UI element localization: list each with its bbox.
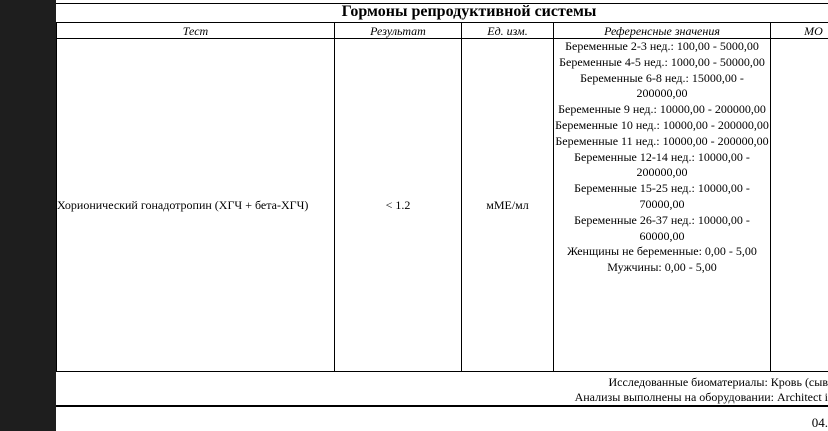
section-title: Гормоны репродуктивной системы xyxy=(341,3,597,20)
document-page xyxy=(56,0,828,431)
reference-line: Беременные 9 нед.: 10000,00 - 200000,00 xyxy=(558,102,766,117)
equipment-note: Анализы выполнены на оборудовании: Architect i xyxy=(574,390,828,404)
table-header-row xyxy=(57,23,828,39)
reference-line: Беременные 15-25 нед.: 10000,00 - 70000,00 xyxy=(574,181,750,211)
test-name: Хорионический гонадотропин (ХГЧ + бета-ХГЧ) xyxy=(57,39,335,372)
reference-line: Беременные 12-14 нед.: 10000,00 - 200000,00 xyxy=(574,149,750,180)
reference-line: Мужчины: 0,00 - 5,00 xyxy=(607,260,717,275)
results-table xyxy=(56,22,828,372)
biomaterials-note: Исследованные биоматериалы: Кровь (сыв xyxy=(608,375,828,389)
date-fragment: 04. xyxy=(811,415,828,430)
reference-line: Беременные 2-3 нед.: 100,00 - 5000,00 xyxy=(565,39,759,53)
reference-values xyxy=(554,39,771,372)
reference-line: Беременные 4-5 нед.: 1000,00 - 50000,00 xyxy=(559,54,765,69)
reference-line: Беременные 11 нед.: 10000,00 - 200000,00 xyxy=(555,133,769,148)
unit-value: мМЕ/мл xyxy=(462,39,554,372)
result-value: < 1.2 xyxy=(335,39,462,372)
reference-line: Беременные 6-8 нед.: 15000,00 - 200000,00 xyxy=(580,70,744,101)
table-row xyxy=(57,39,828,372)
header-test: Тест xyxy=(57,23,335,39)
viewer-left-bar xyxy=(0,0,56,431)
reference-line: Женщины не беременные: 0,00 - 5,00 xyxy=(567,244,757,259)
reference-line: Беременные 10 нед.: 10000,00 - 200000,00 xyxy=(555,117,769,132)
header-mo: МО xyxy=(771,23,828,39)
header-reference: Референсные значения xyxy=(554,23,771,39)
header-result: Результат xyxy=(335,23,462,39)
mo-value xyxy=(771,39,828,372)
header-unit: Ед. изм. xyxy=(462,23,554,39)
footer-rule xyxy=(56,405,828,407)
reference-line: Беременные 26-37 нед.: 10000,00 - 60000,00 xyxy=(574,212,750,243)
